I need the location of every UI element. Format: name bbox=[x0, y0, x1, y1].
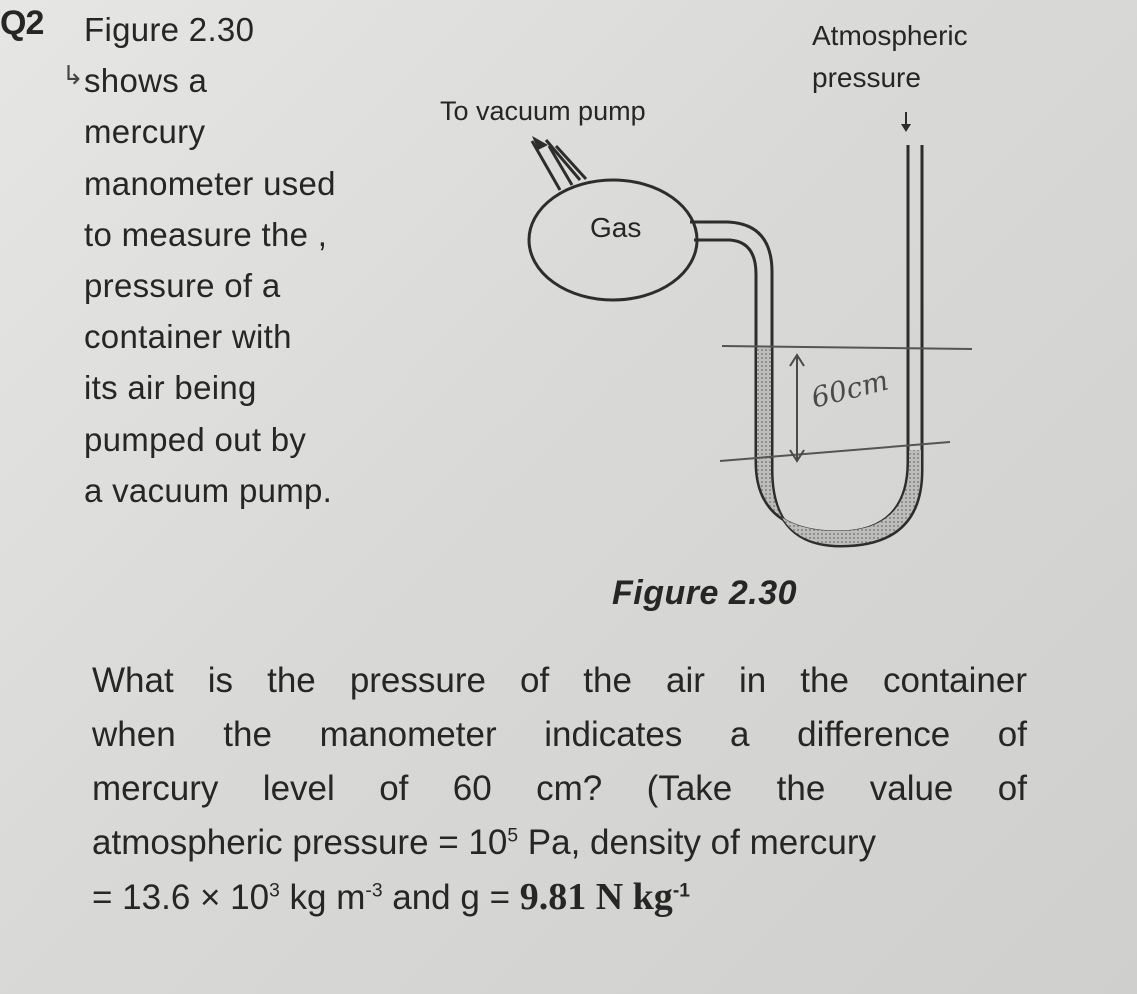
exponent: -1 bbox=[672, 880, 690, 902]
vacuum-pump-label: To vacuum pump bbox=[440, 96, 646, 126]
intro-line: to measure the , bbox=[84, 215, 328, 253]
exponent: 5 bbox=[507, 825, 519, 847]
intro-line: Figure 2.30 bbox=[84, 11, 255, 48]
text-run: atmospheric pressure = 10 bbox=[92, 823, 508, 862]
question-line: What is the pressure of the air in the container bbox=[92, 661, 1027, 700]
intro-line: shows a bbox=[84, 62, 208, 100]
figure-caption: Figure 2.30 bbox=[612, 574, 798, 612]
question-body bbox=[92, 654, 1027, 925]
pen-mark: ↳ bbox=[62, 60, 84, 90]
intro-line: its air being bbox=[84, 369, 257, 407]
handwritten-height-label: 60cm bbox=[808, 363, 892, 415]
intro-line: container with bbox=[84, 318, 292, 356]
text-run: and g = bbox=[382, 878, 520, 917]
gas-label: Gas bbox=[590, 212, 642, 243]
u-tube-inner bbox=[694, 145, 908, 532]
intro-line: manometer used bbox=[84, 164, 336, 202]
text-run: = 13.6 × 10 bbox=[92, 878, 270, 917]
g-value: 9.81 N kg bbox=[519, 876, 673, 918]
question-number: Q2 bbox=[0, 4, 44, 42]
height-arrow bbox=[790, 355, 804, 461]
text-run: Pa, density of mercury bbox=[518, 823, 876, 862]
question-line-atmospheric bbox=[92, 816, 1027, 870]
question-line-formula bbox=[92, 870, 1027, 925]
atmospheric-label-line1: Atmospheric bbox=[812, 20, 968, 51]
exponent: 3 bbox=[269, 880, 280, 902]
intro-line: a vacuum pump. bbox=[84, 471, 333, 509]
intro-line: pressure of a bbox=[84, 267, 281, 305]
intro-line: mercury bbox=[84, 113, 206, 151]
question-line: mercury level of 60 cm? (Take the value of bbox=[92, 769, 1027, 808]
question-line: when the manometer indicates a difference of bbox=[92, 715, 1027, 754]
intro-line: pumped out by bbox=[84, 420, 307, 458]
text-run: kg m bbox=[279, 878, 366, 917]
exponent: -3 bbox=[365, 880, 383, 902]
atmospheric-label-line2: pressure bbox=[812, 62, 921, 93]
